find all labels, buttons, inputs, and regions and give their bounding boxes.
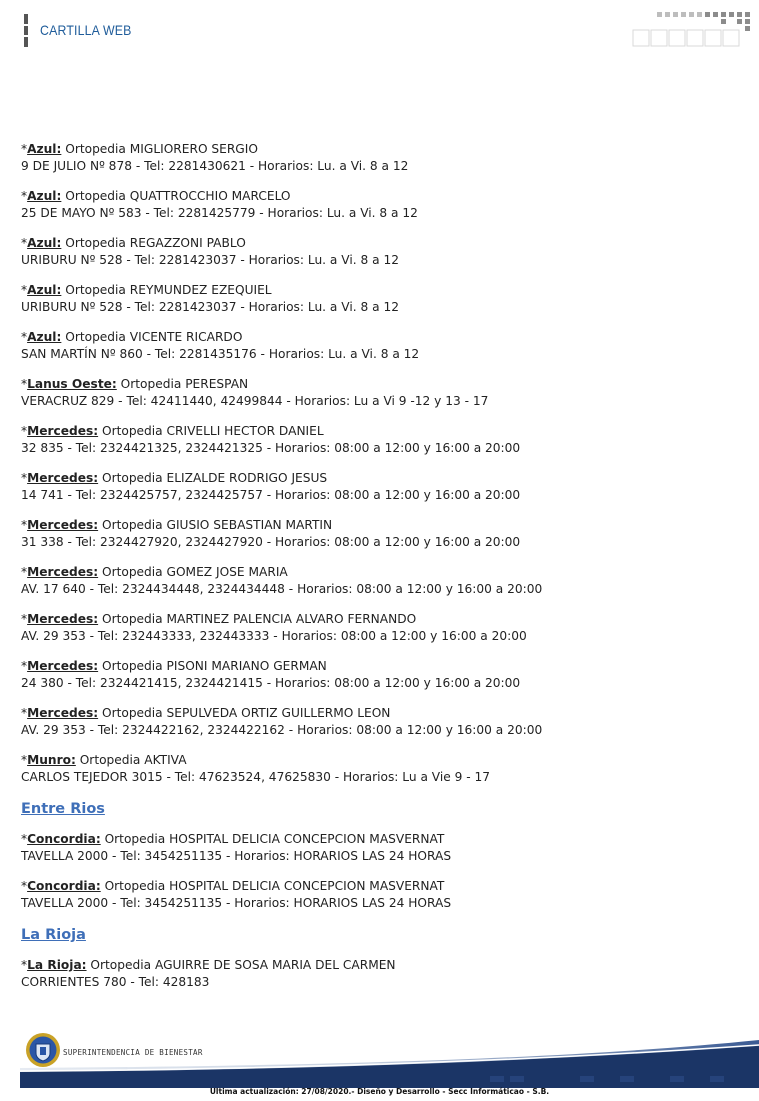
provider-list — [21, 141, 751, 1004]
entry-title-line: *Mercedes: Ortopedia SEPULVEDA ORTIZ GUILLERMO LEON — [21, 706, 391, 720]
list-item — [21, 831, 751, 865]
list-item — [21, 564, 751, 598]
entry-city: Munro: — [27, 753, 76, 767]
entry-title-line: *Mercedes: Ortopedia CRIVELLI HECTOR DANIEL — [21, 424, 324, 438]
entry-city: La Rioja: — [27, 958, 87, 972]
entry-title-line: *Mercedes: Ortopedia ELIZALDE RODRIGO JESUS — [21, 471, 328, 485]
section-title-la-rioja[interactable]: La Rioja — [21, 927, 86, 943]
list-item — [21, 282, 751, 316]
entry-city: Mercedes: — [27, 612, 99, 626]
entry-name: Ortopedia SEPULVEDA ORTIZ GUILLERMO LEON — [101, 706, 391, 720]
entry-city: Mercedes: — [27, 471, 99, 485]
footer-organization-name: SUPERINTENDENCIA DE BIENESTAR — [63, 1048, 203, 1057]
entry-details: CORRIENTES 780 - Tel: 428183 — [21, 975, 210, 989]
entry-details: 14 741 - Tel: 2324425757, 2324425757 - Horarios: 08:00 a 12:00 y 16:00 a 20:00 — [21, 488, 521, 502]
entry-title-line: *Mercedes: Ortopedia GIUSIO SEBASTIAN MARTIN — [21, 518, 333, 532]
list-item — [21, 423, 751, 457]
entry-details: AV. 29 353 - Tel: 232443333, 232443333 - Horarios: 08:00 a 12:00 y 16:00 a 20:00 — [21, 629, 527, 643]
list-item — [21, 470, 751, 504]
list-item — [21, 235, 751, 269]
entry-city: Azul: — [27, 189, 62, 203]
entry-name: Ortopedia MIGLIORERO SERGIO — [65, 142, 258, 156]
page-title: CARTILLA WEB — [40, 22, 132, 38]
entry-name: Ortopedia ELIZALDE RODRIGO JESUS — [101, 471, 328, 485]
entry-name: Ortopedia VICENTE RICARDO — [65, 330, 243, 344]
header-accent-bar — [24, 14, 28, 47]
entry-name: Ortopedia MARTINEZ PALENCIA ALVARO FERNANDO — [101, 612, 417, 626]
entry-name: Ortopedia HOSPITAL DELICIA CONCEPCION MASVERNAT — [104, 832, 445, 846]
entry-city: Mercedes: — [27, 659, 99, 673]
entry-details: AV. 29 353 - Tel: 2324422162, 2324422162 - Horarios: 08:00 a 12:00 y 16:00 a 20:00 — [21, 723, 543, 737]
entry-title-line: *Mercedes: Ortopedia MARTINEZ PALENCIA ALVARO FERNANDO — [21, 612, 417, 626]
entry-title-line: *Azul: Ortopedia REGAZZONI PABLO — [21, 236, 246, 250]
section-title-entre-rios[interactable]: Entre Rios — [21, 801, 105, 817]
entry-name: Ortopedia PISONI MARIANO GERMAN — [101, 659, 327, 673]
entry-city: Azul: — [27, 330, 62, 344]
entry-name: Ortopedia REGAZZONI PABLO — [65, 236, 246, 250]
entry-name: Ortopedia QUATTROCCHIO MARCELO — [65, 189, 291, 203]
list-item — [21, 705, 751, 739]
entry-title-line: *Munro: Ortopedia AKTIVA — [21, 753, 187, 767]
entry-title-line: *Lanus Oeste: Ortopedia PERESPAN — [21, 377, 249, 391]
entry-details: SAN MARTÍN Nº 860 - Tel: 2281435176 - Horarios: Lu. a Vi. 8 a 12 — [21, 347, 420, 361]
entry-name: Ortopedia GIUSIO SEBASTIAN MARTIN — [101, 518, 333, 532]
list-item — [21, 376, 751, 410]
entry-name: Ortopedia REYMUNDEZ EZEQUIEL — [65, 283, 272, 297]
entry-name: Ortopedia AGUIRRE DE SOSA MARIA DEL CARMEN — [90, 958, 396, 972]
entry-title-line: *Azul: Ortopedia QUATTROCCHIO MARCELO — [21, 189, 291, 203]
list-item — [21, 658, 751, 692]
entries-buenos-aires — [21, 141, 751, 786]
entry-details: TAVELLA 2000 - Tel: 3454251135 - Horarios: HORARIOS LAS 24 HORAS — [21, 849, 452, 863]
entry-name: Ortopedia GOMEZ JOSE MARIA — [101, 565, 288, 579]
entry-title-line: *Concordia: Ortopedia HOSPITAL DELICIA CONCEPCION MASVERNAT — [21, 879, 445, 893]
entry-city: Concordia: — [27, 879, 101, 893]
list-item — [21, 517, 751, 551]
entry-details: 25 DE MAYO Nº 583 - Tel: 2281425779 - Horarios: Lu. a Vi. 8 a 12 — [21, 206, 418, 220]
entry-name: Ortopedia HOSPITAL DELICIA CONCEPCION MASVERNAT — [104, 879, 445, 893]
entry-details: 24 380 - Tel: 2324421415, 2324421415 - Horarios: 08:00 a 12:00 y 16:00 a 20:00 — [21, 676, 521, 690]
entry-details: TAVELLA 2000 - Tel: 3454251135 - Horarios: HORARIOS LAS 24 HORAS — [21, 896, 452, 910]
entry-details: URIBURU Nº 528 - Tel: 2281423037 - Horarios: Lu. a Vi. 8 a 12 — [21, 300, 399, 314]
footer — [20, 1026, 759, 1088]
entry-city: Concordia: — [27, 832, 101, 846]
entry-name: Ortopedia AKTIVA — [79, 753, 187, 767]
entry-title-line: *Concordia: Ortopedia HOSPITAL DELICIA CONCEPCION MASVERNAT — [21, 832, 445, 846]
list-item — [21, 752, 751, 786]
list-item — [21, 188, 751, 222]
entries-entre-rios — [21, 831, 751, 912]
entry-details: AV. 17 640 - Tel: 2324434448, 2324434448 - Horarios: 08:00 a 12:00 y 16:00 a 20:00 — [21, 582, 543, 596]
footer-last-update: Ultima actualización: 27/08/2020.- Diseño y Desarrollo - Secc Informáticao - S.B. — [209, 1087, 550, 1096]
entry-city: Mercedes: — [27, 706, 99, 720]
entry-city: Mercedes: — [27, 565, 99, 579]
entry-title-line: *Azul: Ortopedia REYMUNDEZ EZEQUIEL — [21, 283, 272, 297]
entry-city: Mercedes: — [27, 424, 99, 438]
entry-title-line: *Azul: Ortopedia VICENTE RICARDO — [21, 330, 243, 344]
entry-details: 9 DE JULIO Nº 878 - Tel: 2281430621 - Horarios: Lu. a Vi. 8 a 12 — [21, 159, 409, 173]
superintendencia-seal-icon — [25, 1032, 61, 1068]
entry-details: CARLOS TEJEDOR 3015 - Tel: 47623524, 47625830 - Horarios: Lu a Vie 9 - 17 — [21, 770, 491, 784]
entry-details: 32 835 - Tel: 2324421325, 2324421325 - Horarios: 08:00 a 12:00 y 16:00 a 20:00 — [21, 441, 521, 455]
entry-name: Ortopedia CRIVELLI HECTOR DANIEL — [101, 424, 324, 438]
entry-details: VERACRUZ 829 - Tel: 42411440, 42499844 - Horarios: Lu a Vi 9 -12 y 13 - 17 — [21, 394, 489, 408]
entry-title-line: *Mercedes: Ortopedia PISONI MARIANO GERMAN — [21, 659, 327, 673]
entry-details: 31 338 - Tel: 2324427920, 2324427920 - Horarios: 08:00 a 12:00 y 16:00 a 20:00 — [21, 535, 521, 549]
header-pixel-decoration — [627, 10, 751, 48]
entry-details: URIBURU Nº 528 - Tel: 2281423037 - Horarios: Lu. a Vi. 8 a 12 — [21, 253, 399, 267]
entries-la-rioja — [21, 957, 751, 991]
entry-city: Azul: — [27, 142, 62, 156]
list-item — [21, 957, 751, 991]
footer-wave-band — [20, 1026, 759, 1088]
entry-city: Azul: — [27, 283, 62, 297]
entry-city: Azul: — [27, 236, 62, 250]
list-item — [21, 611, 751, 645]
list-item — [21, 878, 751, 912]
entry-title-line: *Azul: Ortopedia MIGLIORERO SERGIO — [21, 142, 258, 156]
list-item — [21, 141, 751, 175]
entry-title-line: *La Rioja: Ortopedia AGUIRRE DE SOSA MARIA DEL CARMEN — [21, 958, 396, 972]
entry-city: Lanus Oeste: — [27, 377, 117, 391]
entry-name: Ortopedia PERESPAN — [120, 377, 249, 391]
entry-city: Mercedes: — [27, 518, 99, 532]
list-item — [21, 329, 751, 363]
entry-title-line: *Mercedes: Ortopedia GOMEZ JOSE MARIA — [21, 565, 288, 579]
